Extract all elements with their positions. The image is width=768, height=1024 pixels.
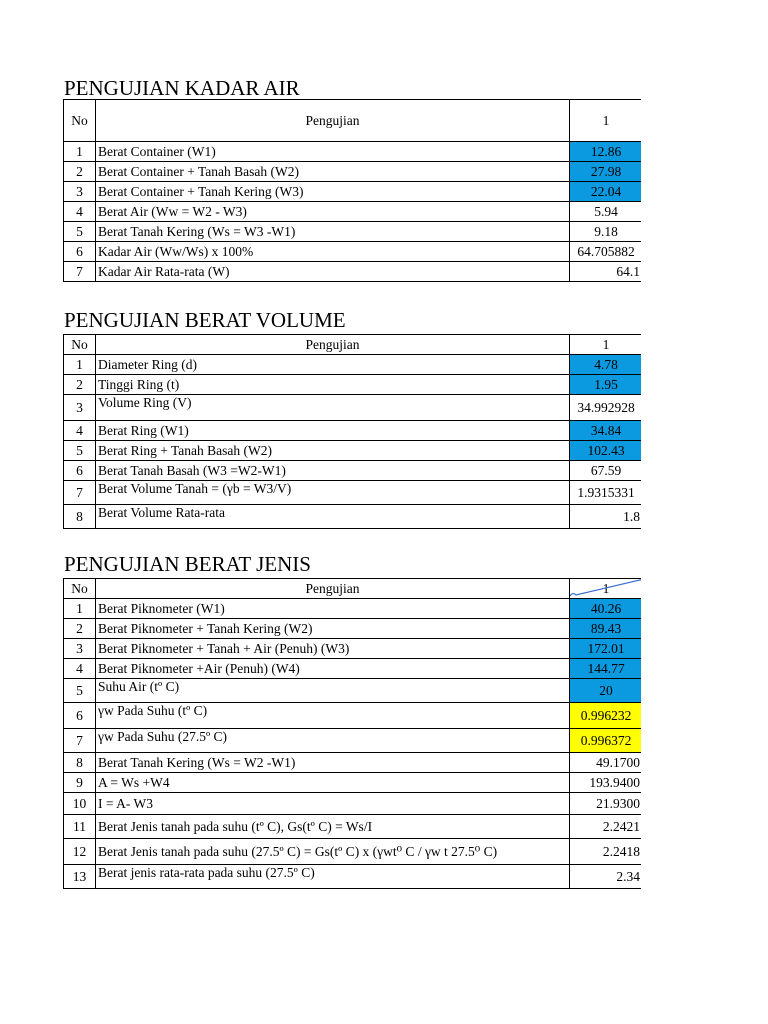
row-label[interactable]: Suhu Air (tº C) (96, 679, 570, 703)
header-col1[interactable]: 1 (570, 100, 643, 142)
row-no[interactable]: 3 (64, 639, 96, 659)
header-no[interactable]: No (64, 579, 96, 599)
value-cell[interactable]: 12.86 (570, 142, 643, 162)
value-cell[interactable]: 89.43 (570, 619, 643, 639)
row-label[interactable]: Berat Jenis tanah pada suhu (tº C), Gs(tº C) = Ws/I (96, 815, 570, 839)
row-label[interactable]: A = Ws +W4 (96, 773, 570, 793)
header-col1[interactable] (570, 579, 643, 599)
header-col1-text: 1 (602, 580, 610, 596)
row-no[interactable]: 2 (64, 619, 96, 639)
value-cell[interactable]: 64.705882 (570, 242, 643, 262)
pen-stroke-mark (570, 579, 643, 599)
header-no[interactable]: No (64, 100, 96, 142)
row-label[interactable]: Volume Ring (V) (96, 395, 570, 421)
row-label[interactable]: γw Pada Suhu (tº C) (96, 703, 570, 729)
row-label[interactable]: Berat Piknometer + Tanah + Air (Penuh) (W3) (96, 639, 570, 659)
row-label[interactable]: Berat Jenis tanah pada suhu (27.5º C) = Gs(tº C) x (γwt⁰ C / γw t 27.5⁰ C) (96, 839, 570, 865)
row-no[interactable]: 2 (64, 162, 96, 182)
row-label[interactable]: Berat Ring (W1) (96, 421, 570, 441)
value-cell[interactable]: 2.2418 (570, 839, 643, 865)
row-label[interactable]: Tinggi Ring (t) (96, 375, 570, 395)
row-label[interactable]: Berat Container + Tanah Basah (W2) (96, 162, 570, 182)
row-no[interactable]: 8 (64, 505, 96, 529)
value-cell[interactable]: 67.59 (570, 461, 643, 481)
row-no[interactable]: 13 (64, 865, 96, 889)
row-label[interactable]: Berat Tanah Kering (Ws = W2 -W1) (96, 753, 570, 773)
row-no[interactable]: 2 (64, 375, 96, 395)
row-no[interactable]: 6 (64, 242, 96, 262)
value-cell[interactable]: 0.996232 (570, 703, 643, 729)
row-label[interactable]: Berat Piknometer + Tanah Kering (W2) (96, 619, 570, 639)
row-label[interactable]: Berat Volume Tanah = (γb = W3/V) (96, 481, 570, 505)
row-no[interactable]: 7 (64, 262, 96, 282)
row-no[interactable]: 5 (64, 679, 96, 703)
value-cell[interactable]: 9.18 (570, 222, 643, 242)
row-no[interactable]: 7 (64, 729, 96, 753)
value-cell[interactable]: 144.77 (570, 659, 643, 679)
row-label[interactable]: Diameter Ring (d) (96, 355, 570, 375)
value-cell[interactable]: 22.04 (570, 182, 643, 202)
value-cell[interactable]: 193.9400 (570, 773, 643, 793)
header-pengujian[interactable]: Pengujian (96, 335, 570, 355)
row-label[interactable]: Berat Tanah Kering (Ws = W3 -W1) (96, 222, 570, 242)
value-cell[interactable]: 27.98 (570, 162, 643, 182)
row-no[interactable]: 3 (64, 395, 96, 421)
row-label[interactable]: γw Pada Suhu (27.5º C) (96, 729, 570, 753)
row-no[interactable]: 4 (64, 659, 96, 679)
row-no[interactable]: 10 (64, 793, 96, 815)
row-no[interactable]: 11 (64, 815, 96, 839)
header-pengujian[interactable]: Pengujian (96, 579, 570, 599)
value-cell[interactable]: 2.34 (570, 865, 643, 889)
row-label[interactable]: Berat Air (Ww = W2 - W3) (96, 202, 570, 222)
value-cell[interactable]: 1.8 (570, 505, 643, 529)
row-no[interactable]: 12 (64, 839, 96, 865)
header-no[interactable]: No (64, 335, 96, 355)
value-cell[interactable]: 40.26 (570, 599, 643, 619)
row-no[interactable]: 4 (64, 202, 96, 222)
header-pengujian[interactable]: Pengujian (96, 100, 570, 142)
berat-volume-table (63, 334, 643, 529)
row-no[interactable]: 1 (64, 142, 96, 162)
row-label[interactable]: Berat Tanah Basah (W3 =W2-W1) (96, 461, 570, 481)
row-no[interactable]: 1 (64, 355, 96, 375)
row-no[interactable]: 9 (64, 773, 96, 793)
value-cell[interactable]: 34.84 (570, 421, 643, 441)
section2-title: PENGUJIAN BERAT VOLUME (64, 308, 346, 332)
row-no[interactable]: 5 (64, 222, 96, 242)
row-label[interactable]: Berat Piknometer (W1) (96, 599, 570, 619)
value-cell[interactable]: 20 (570, 679, 643, 703)
row-no[interactable]: 6 (64, 461, 96, 481)
page-right-margin (641, 0, 768, 1024)
row-label[interactable]: Berat Piknometer +Air (Penuh) (W4) (96, 659, 570, 679)
value-cell[interactable]: 21.9300 (570, 793, 643, 815)
value-cell[interactable]: 102.43 (570, 441, 643, 461)
value-cell[interactable]: 2.2421 (570, 815, 643, 839)
row-label[interactable]: Berat jenis rata-rata pada suhu (27.5º C) (96, 865, 570, 889)
section1-title: PENGUJIAN KADAR AIR (64, 76, 300, 100)
row-label[interactable]: Berat Volume Rata-rata (96, 505, 570, 529)
value-cell[interactable]: 172.01 (570, 639, 643, 659)
value-cell[interactable]: 1.9315331 (570, 481, 643, 505)
row-no[interactable]: 7 (64, 481, 96, 505)
value-cell[interactable]: 1.95 (570, 375, 643, 395)
section3-title: PENGUJIAN BERAT JENIS (64, 552, 311, 576)
value-cell[interactable]: 34.992928 (570, 395, 643, 421)
row-no[interactable]: 3 (64, 182, 96, 202)
row-no[interactable]: 1 (64, 599, 96, 619)
value-cell[interactable]: 49.1700 (570, 753, 643, 773)
row-label[interactable]: Kadar Air (Ww/Ws) x 100% (96, 242, 570, 262)
kadar-air-table (63, 99, 643, 282)
row-no[interactable]: 8 (64, 753, 96, 773)
value-cell[interactable]: 5.94 (570, 202, 643, 222)
value-cell[interactable]: 0.996372 (570, 729, 643, 753)
row-label[interactable]: I = A- W3 (96, 793, 570, 815)
value-cell[interactable]: 64.1 (570, 262, 643, 282)
row-label[interactable]: Berat Container + Tanah Kering (W3) (96, 182, 570, 202)
row-no[interactable]: 4 (64, 421, 96, 441)
row-label[interactable]: Berat Ring + Tanah Basah (W2) (96, 441, 570, 461)
row-no[interactable]: 5 (64, 441, 96, 461)
row-label[interactable]: Berat Container (W1) (96, 142, 570, 162)
value-cell[interactable]: 4.78 (570, 355, 643, 375)
row-no[interactable]: 6 (64, 703, 96, 729)
berat-jenis-table (63, 578, 643, 889)
header-col1[interactable]: 1 (570, 335, 643, 355)
row-label[interactable]: Kadar Air Rata-rata (W) (96, 262, 570, 282)
